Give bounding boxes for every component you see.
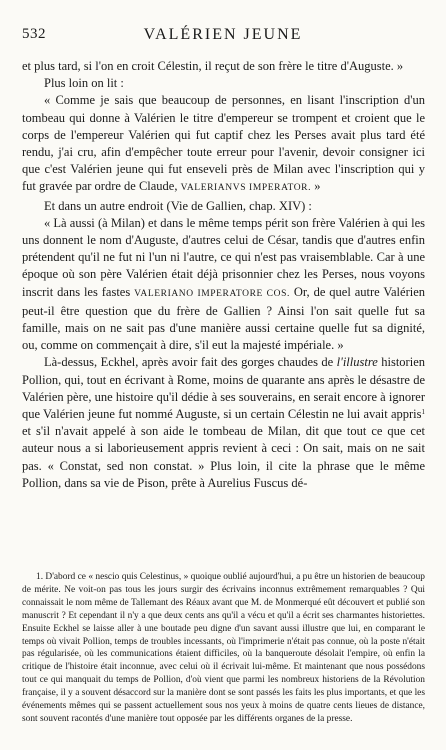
running-title: VALÉRIEN JEUNE xyxy=(143,26,303,43)
italic-word: l'illustre xyxy=(336,355,378,370)
quote-close: » xyxy=(311,179,321,194)
fasti-caps: VALERIANO IMPERATORE COS. xyxy=(134,288,290,299)
footnote-1 xyxy=(22,571,425,726)
footnotes xyxy=(22,571,425,726)
footnote-text: D'abord ce « nescio quis Celestinus, » quoique oublié aujourd'hui, a pu être un historien de beaucoup de mérite. Ne voit-on pas tous les jours surgir des écrivains inconnus extrêmement remarquables ? Qui connaissait le nom même de Tallemant des Réaux avant que M. de Monmerqué eût découvert et publié son manuscrit ? Et cependant il n'y a que deux cents ans qu'il a vécu et qu'il a écrit ses charmantes historiettes. Ensuite Eckhel se laisse aller à une boutade peu digne d'un savant aussi illustre que lui, en comparant le temps où vivait Pollion, temps de troubles incessants, où l'imprimerie n'était pas connue, où la poste n'était pas régularisée, où les communications étaient difficiles, où la banqueroute désolait l'empire, où enfin la critique de l'histoire était inconnue, avec celui où il écrivait lui-même. Et maintenant que nous possédons tout ce qui manquait du temps de Pollion, d'où vient que parmi les nombreux historiens de la Révolution française, il y a souvent désaccord sur la manière dont se sont passés les faits les plus importants, et que les événements mêmes qui se passent actuellement sous nos yeux à moins de quatre cents lieues de distance, sont souvent racontés d'une manière tout opposée par les différents organes de la presse. xyxy=(22,572,425,724)
page-header xyxy=(22,26,424,46)
paragraph-text: historien Pollion, qui, tout en écrivant à Rome, moins de quarante ans après le désastre de Valérien père, une histoire qu'il dédie à ses souverains, en serait encore à ignorer que Valérien jeune fut nommé Auguste, si un certain Célestin ne lui avait appris xyxy=(22,355,425,422)
footnote-ref[interactable]: 1 xyxy=(421,408,425,417)
paragraph-text: et s'il n'avait appelé à son aide le tombeau de Milan, dit que tout ce que cet auteur nous a si laborieusement appris revient à ceci : On sait, mais on ne sait pas. « Constat, sed non constat. » Plus loin, il cite la phrase que le même Pollion, dans sa vie de Pison, prête à Aurelius Fuscus dé- xyxy=(22,424,425,490)
paragraph-1: et plus tard, si l'on en croit Célestin, il reçut de son frère le titre d'Auguste. » xyxy=(22,59,404,73)
main-text xyxy=(22,58,425,492)
paragraph-3 xyxy=(22,92,425,197)
paragraph-text: Là-dessus, Eckhel, après avoir fait des gorges chaudes de xyxy=(44,355,337,370)
quote-text: « Comme je sais que beaucoup de personnes, en lisant l'inscription d'un tombeau qui donne à Valérien le titre d'empereur se trompent et croient que le corps de l'empereur Valérien qui fut captif chez les Perses avait plus tard été rendu, j'ai cru, afin d'empêcher toute erreur pour l'avenir, devoir consigner ici que c'est Valérien jeune qui fut enseveli près de Milan avec l'inscription qui y fut gravée par ordre de Claude, xyxy=(22,93,425,194)
footnote-marker: 1. xyxy=(36,572,44,582)
quote-text: « Là aussi (à Milan) et dans le même temps périt son frère Valérien à qui les uns donnent le nom d'Auguste, d'autres celui de César, tandis que d'autres enfin prétendent qu'il ne fut ni l'un ni l'autre, ce qui n'est pas vraisemblable. Car à une époque où son père Valérien était déjà prisonnier chez les Perses, nous voyons inscrit dans les fastes xyxy=(22,215,425,299)
paragraph-6 xyxy=(22,354,425,492)
page-number: 532 xyxy=(22,26,46,42)
paragraph-2: Plus loin on lit : xyxy=(44,76,124,91)
quote-continuation: Or, de quel autre Valérien peut-il être question que du frère de Gallien ? Ainsi l'on sait quelle fut sa famille, mais on ne sait pas d'une manière aussi certaine quelle fut sa dignité, ou, comme on commençait à dire, s'il eut la majesté impériale. » xyxy=(22,284,425,353)
inscription-caps: VALERIANVS IMPERATOR. xyxy=(180,183,312,194)
paragraph-4: Et dans un autre endroit (Vie de Gallien, chap. XIV) : xyxy=(44,198,312,213)
paragraph-5 xyxy=(22,215,425,355)
